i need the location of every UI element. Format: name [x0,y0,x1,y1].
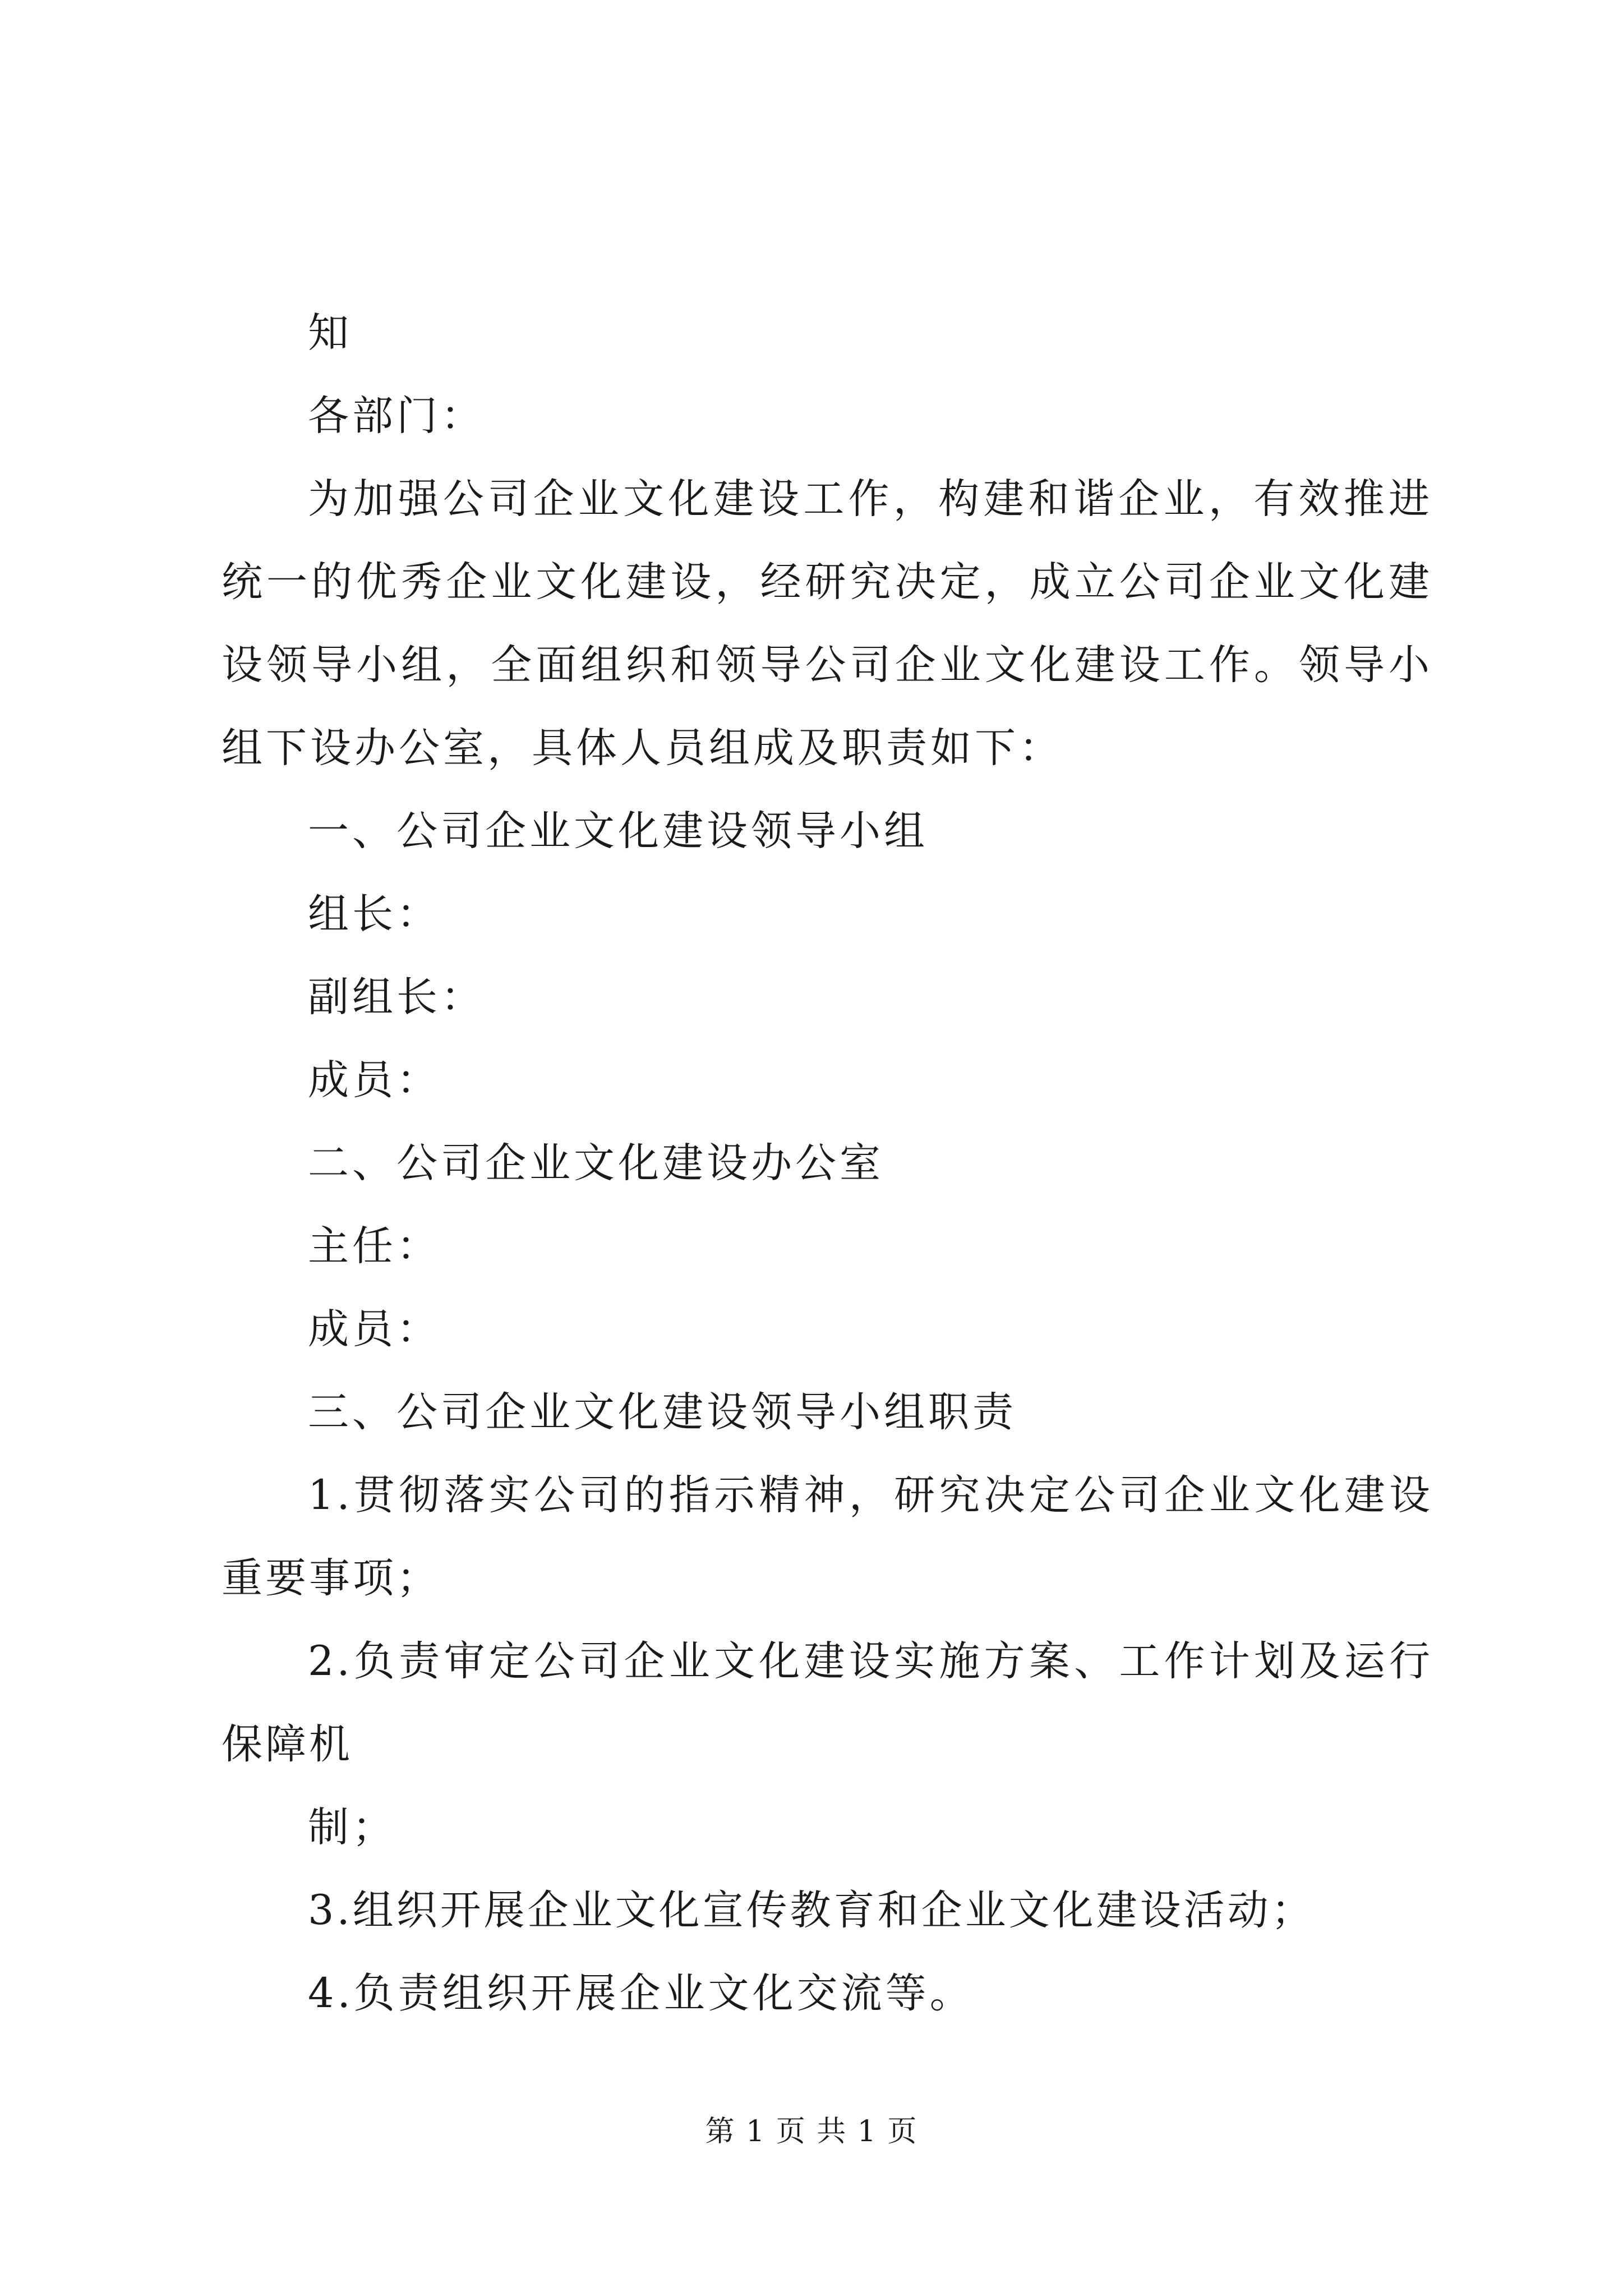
duty-item-2-continuation: 制； [308,1803,396,1851]
document-heading-fragment: 知 [308,309,352,357]
duty-item-1: 1.贯彻落实公司的指示精神，研究决定公司企业文化建设重要事项； [222,1471,1433,1602]
office-members-line: 成员： [308,1305,441,1353]
section-heading-duties: 三、公司企业文化建设领导小组职责 [308,1388,1017,1436]
page-number-footer: 第 1 页 共 1 页 [705,2115,918,2148]
section-heading-office: 二、公司企业文化建设办公室 [308,1139,884,1187]
document-body [222,292,1433,2035]
group-leader-line: 组长： [308,890,441,938]
section-heading-leading-group: 一、公司企业文化建设领导小组 [308,807,928,855]
group-members-line: 成员： [308,1056,441,1104]
duty-item-3: 3.组织开展企业文化宣传教育和企业文化建设活动； [308,1887,1315,1934]
intro-paragraph: 为加强公司企业文化建设工作，构建和谐企业，有效推进统一的优秀企业文化建设，经研究决定，成立公司企业文化建设领导小组，全面组织和领导公司企业文化建设工作。领导小组下设办公室，具体人员组成及职责如下： [222,475,1433,772]
duty-item-4: 4.负责组织开展企业文化交流等。 [308,1970,974,2017]
salutation: 各部门： [308,392,485,440]
office-director-line: 主任： [308,1222,441,1270]
duty-item-2: 2.负责审定公司企业文化建设实施方案、工作计划及运行保障机 [222,1637,1433,1768]
deputy-leader-line: 副组长： [308,973,485,1021]
